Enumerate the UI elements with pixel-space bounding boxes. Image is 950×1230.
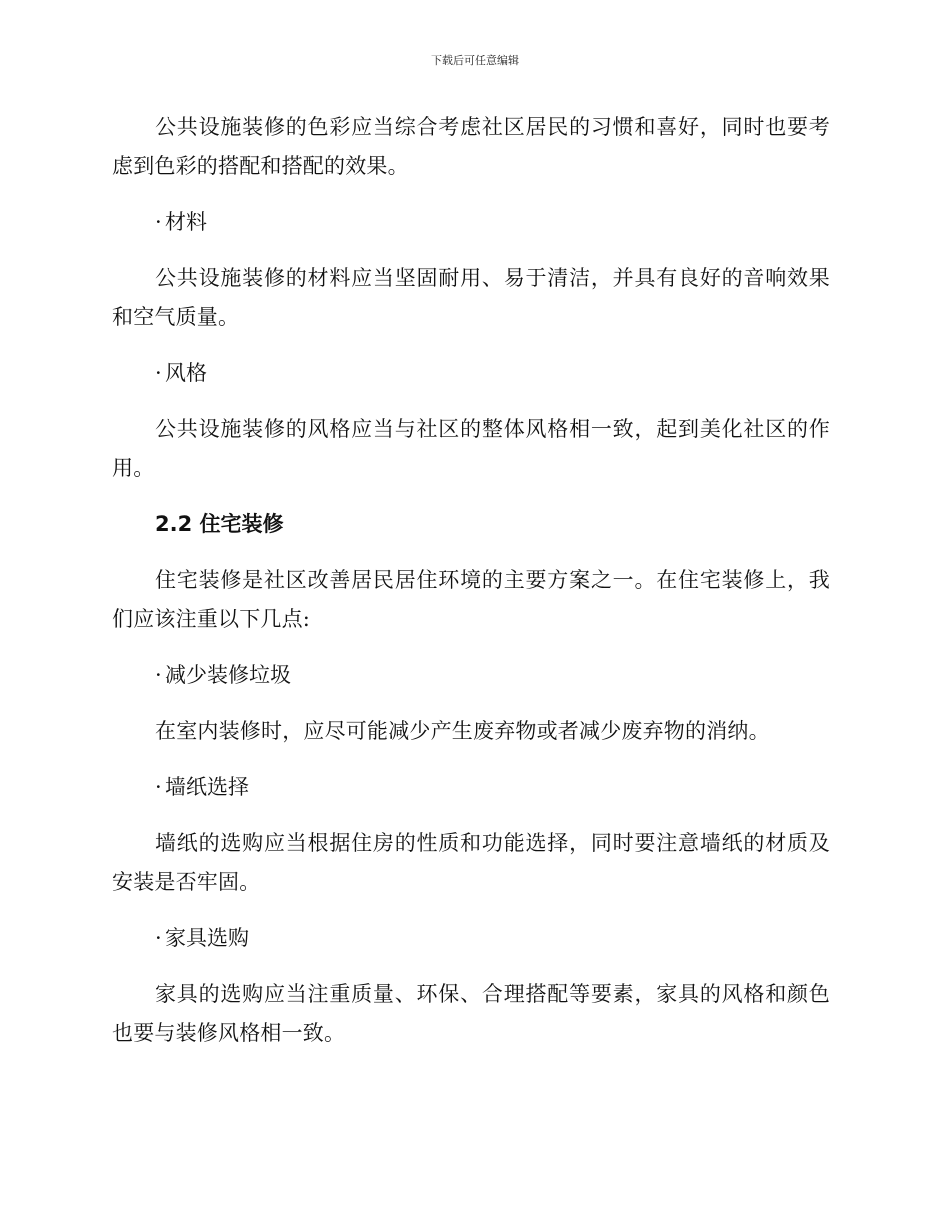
paragraph-wallpaper: 墙纸的选购应当根据住房的性质和功能选择，同时要注意墙纸的材质及安装是否牢固。 — [112, 831, 830, 894]
bullet-materials — [112, 203, 830, 242]
page-header: 下载后可任意编辑 — [431, 54, 519, 67]
paragraph-residential-intro: 住宅装修是社区改善居民居住环境的主要方案之一。在住宅装修上，我们应该注重以下几点: — [112, 568, 830, 631]
bullet-dot: · — [155, 926, 162, 950]
bullet-dot: · — [155, 361, 162, 385]
bullet-label: 风格 — [165, 361, 207, 385]
section-heading-residential: 2.2 住宅装修 — [155, 512, 284, 536]
bullet-reduce-waste — [112, 656, 830, 695]
bullet-dot: · — [155, 775, 162, 799]
bullet-furniture — [112, 919, 830, 958]
document-body — [112, 108, 830, 1070]
bullet-wallpaper — [112, 768, 830, 807]
paragraph-materials: 公共设施装修的材料应当坚固耐用、易于清洁，并具有良好的音响效果和空气质量。 — [112, 266, 830, 329]
paragraph-color: 公共设施装修的色彩应当综合考虑社区居民的习惯和喜好，同时也要考虑到色彩的搭配和搭配的效果。 — [112, 115, 830, 178]
bullet-style — [112, 354, 830, 393]
paragraph-style: 公共设施装修的风格应当与社区的整体风格相一致，起到美化社区的作用。 — [112, 417, 830, 480]
bullet-dot: · — [155, 663, 162, 687]
bullet-dot: · — [155, 210, 162, 234]
bullet-label: 家具选购 — [165, 926, 249, 950]
paragraph-furniture: 家具的选购应当注重质量、环保、合理搭配等要素，家具的风格和颜色也要与装修风格相一致。 — [112, 982, 830, 1045]
bullet-label: 材料 — [165, 210, 207, 234]
bullet-label: 墙纸选择 — [165, 775, 249, 799]
bullet-label: 减少装修垃圾 — [165, 663, 291, 687]
paragraph-reduce-waste: 在室内装修时，应尽可能减少产生废弃物或者减少废弃物的消纳。 — [155, 719, 770, 743]
